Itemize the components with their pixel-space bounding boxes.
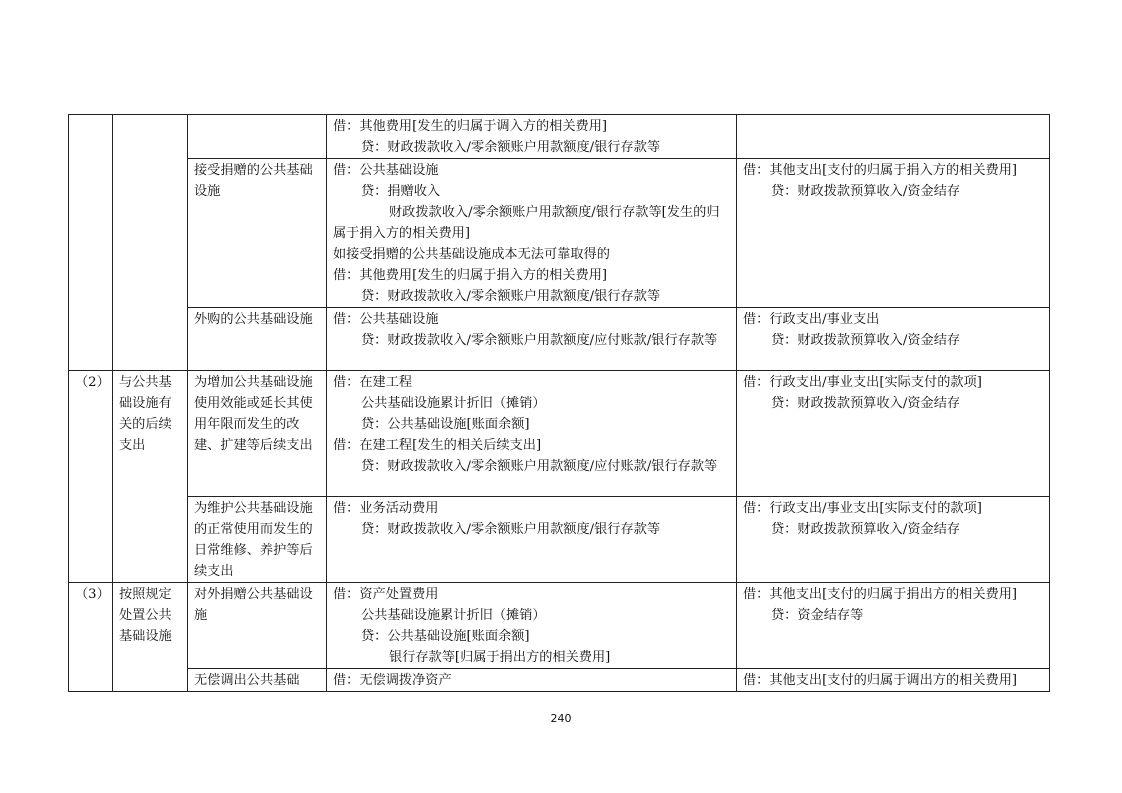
entry-line: 贷：财政拨款收入/零余额账户用款额度/银行存款等	[361, 522, 661, 537]
entry-line: 公共基础设施累计折旧（摊销）	[361, 608, 546, 623]
budget-entry-cell	[737, 159, 1050, 308]
entry-line: 贷：公共基础设施[账面余额]	[361, 629, 530, 644]
table-row	[69, 669, 1050, 692]
entry-line: 借：其他支出[支付的归属于调出方的相关费用]	[743, 673, 1018, 688]
entry-line: 公共基础设施累计折旧（摊销）	[361, 396, 546, 411]
item-cell	[188, 497, 327, 583]
item-text: 对外捐赠公共基础设施	[194, 587, 313, 623]
entry-line: 借：在建工程[发生的相关后续支出]	[333, 438, 542, 453]
entry-line: 借：无偿调拨净资产	[333, 673, 452, 688]
entry-line: 借：行政支出/事业支出[实际支付的款项]	[743, 375, 982, 390]
entry-line: 贷：捐赠收入	[361, 184, 441, 199]
entry-line: 贷：财政拨款预算收入/资金结存	[771, 333, 961, 348]
financial-entry-cell	[327, 669, 737, 692]
section-number-cell	[69, 371, 113, 583]
entry-line: 借：资产处置费用	[333, 587, 439, 602]
item-cell	[188, 583, 327, 669]
page-number: 240	[550, 712, 572, 725]
entry-line: 贷：财政拨款预算收入/资金结存	[771, 396, 961, 411]
item-text: 外购的公共基础设施	[194, 312, 313, 327]
section-title-cell	[113, 115, 188, 371]
item-cell	[188, 371, 327, 497]
entry-line: 贷：财政拨款收入/零余额账户用款额度/应付账款/银行存款等	[361, 333, 718, 348]
financial-entry-cell	[327, 308, 737, 371]
item-cell	[188, 308, 327, 371]
section-number: （3）	[75, 587, 110, 602]
entry-line: 借：公共基础设施	[333, 163, 439, 178]
table-row	[69, 308, 1050, 371]
item-cell	[188, 159, 327, 308]
financial-entry-cell	[327, 583, 737, 669]
entry-line: 财政拨款收入/零余额账户用款额度/银行存款等[发生的归属于捐入方的相关费用]	[333, 205, 720, 241]
item-text: 接受捐赠的公共基础设施	[194, 163, 313, 199]
entry-line: 借：其他支出[支付的归属于捐出方的相关费用]	[743, 587, 1018, 602]
entry-line: 借：行政支出/事业支出[实际支付的款项]	[743, 501, 982, 516]
section-number: （2）	[75, 375, 110, 390]
entry-line: 借：在建工程	[333, 375, 413, 390]
financial-entry-cell	[327, 115, 737, 159]
entry-line: 贷：财政拨款预算收入/资金结存	[771, 184, 961, 199]
section-number-cell	[69, 115, 113, 371]
entry-line: 借：其他费用[发生的归属于捐入方的相关费用]	[333, 268, 608, 283]
budget-entry-cell	[737, 583, 1050, 669]
budget-entry-cell	[737, 371, 1050, 497]
item-cell	[188, 115, 327, 159]
budget-entry-cell	[737, 497, 1050, 583]
entry-line: 借：其他支出[支付的归属于捐入方的相关费用]	[743, 163, 1018, 178]
section-title: 与公共基础设施有关的后续支出	[119, 375, 172, 453]
financial-entry-cell	[327, 371, 737, 497]
item-text: 为增加公共基础设施使用效能或延长其使用年限而发生的改建、扩建等后续支出	[194, 375, 313, 453]
entry-line: 贷：资金结存等	[771, 608, 864, 623]
table-row	[69, 497, 1050, 583]
entry-line: 贷：财政拨款收入/零余额账户用款额度/应付账款/银行存款等	[361, 459, 718, 474]
item-cell	[188, 669, 327, 692]
entry-line: 贷：财政拨款收入/零余额账户用款额度/银行存款等	[361, 140, 661, 155]
entry-line: 银行存款等[归属于捐出方的相关费用]	[389, 650, 611, 665]
accounting-table	[68, 114, 1050, 692]
financial-entry-cell	[327, 497, 737, 583]
budget-entry-cell	[737, 308, 1050, 371]
budget-entry-cell	[737, 115, 1050, 159]
budget-entry-cell	[737, 669, 1050, 692]
entry-line: 贷：财政拨款收入/零余额账户用款额度/银行存款等	[361, 289, 661, 304]
table-row	[69, 583, 1050, 669]
table-row	[69, 159, 1050, 308]
entry-line: 借：其他费用[发生的归属于调入方的相关费用]	[333, 119, 608, 134]
entry-line: 贷：财政拨款预算收入/资金结存	[771, 522, 961, 537]
item-text: 为维护公共基础设施的正常使用而发生的日常维修、养护等后续支出	[194, 501, 313, 579]
table-row	[69, 115, 1050, 159]
section-title: 按照规定处置公共基础设施	[119, 587, 172, 644]
entry-line: 借：行政支出/事业支出	[743, 312, 880, 327]
table-row	[69, 371, 1050, 497]
item-text: 无偿调出公共基础	[194, 673, 300, 688]
entry-line: 贷：公共基础设施[账面余额]	[361, 417, 530, 432]
entry-line: 借：公共基础设施	[333, 312, 439, 327]
section-title-cell	[113, 371, 188, 583]
financial-entry-cell	[327, 159, 737, 308]
entry-line: 如接受捐赠的公共基础设施成本无法可靠取得的	[333, 247, 610, 262]
entry-line: 借：业务活动费用	[333, 501, 439, 516]
section-title-cell	[113, 583, 188, 692]
section-number-cell	[69, 583, 113, 692]
